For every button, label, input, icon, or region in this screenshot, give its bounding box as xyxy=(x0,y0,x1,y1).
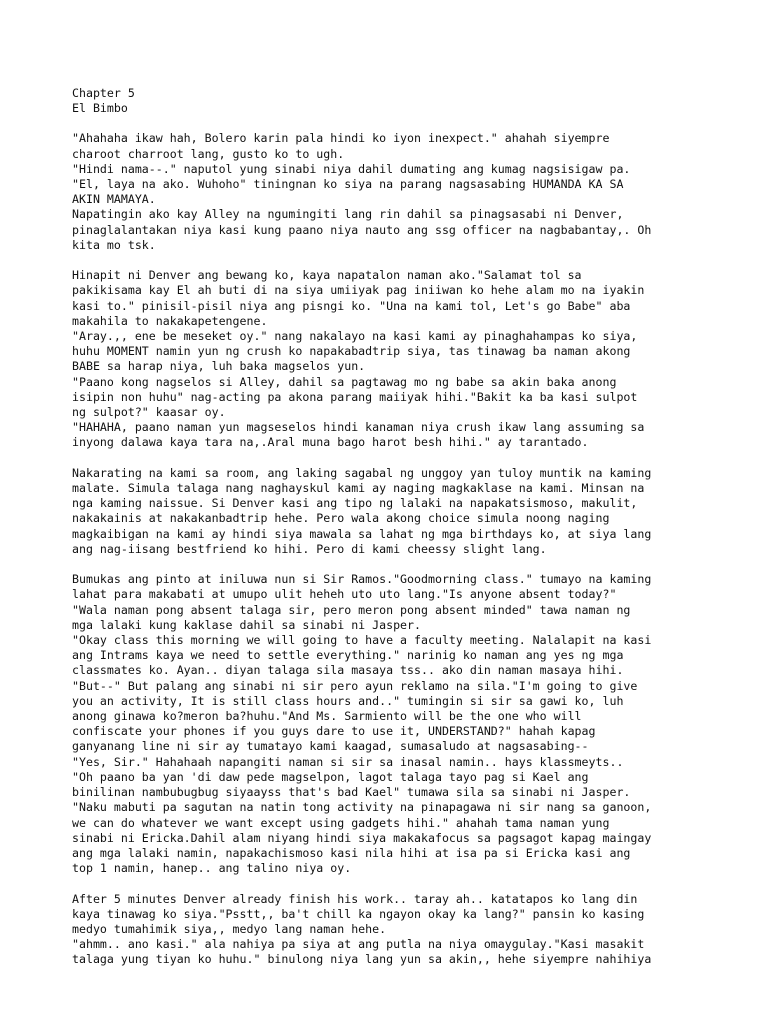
text-line: anong ginawa ko?meron ba?huhu."And Ms. Sarmiento will be the one who will xyxy=(72,709,582,724)
chapter-title: El Bimbo xyxy=(72,101,128,116)
text-line: "Hindi nama--." naputol yung sinabi niya dahil dumating ang kumag nagsisigaw pa. xyxy=(72,161,631,176)
chapter-heading xyxy=(72,86,712,116)
text-line: Hinapit ni Denver ang bewang ko, kaya napatalon naman ako."Salamat tol sa xyxy=(72,268,582,283)
paragraph xyxy=(72,892,712,968)
text-line: Napatingin ako kay Alley na ngumingiti lang rin dahil sa pinagsasabi ni Denver, xyxy=(72,207,624,222)
text-line: you an activity, It is still class hours and.." tumingin si sir sa gawi ko, luh xyxy=(72,693,624,708)
text-line: charoot charroot lang, gusto ko to ugh. xyxy=(72,146,345,161)
text-line: magkaibigan na kami ay hindi siya mawala sa lahat ng mga birthdays ko, at siya lang xyxy=(72,526,652,541)
text-line: kaya tinawag ko siya."Psstt,, ba't chill ka ngayon okay ka lang?" pansin ko kasing xyxy=(72,906,645,921)
paragraph xyxy=(72,131,712,253)
text-line: binilinan nambubugbug siyaayss that's bad Kael" tumawa sila sa sinabi ni Jasper. xyxy=(72,785,631,800)
text-line: makahila to nakakapetengene. xyxy=(72,313,268,328)
text-line: Nakarating na kami sa room, ang laking sagabal ng unggoy yan tuloy muntik na kaming xyxy=(72,465,652,480)
text-line: mga lalaki kung kaklase dahil sa sinabi ni Jasper. xyxy=(72,617,422,632)
text-line: "But--" But palang ang sinabi ni sir pero ayun reklamo na sila."I'm going to give xyxy=(72,678,638,693)
text-line: kita mo tsk. xyxy=(72,237,156,252)
text-line: AKIN MAMAYA. xyxy=(72,192,156,207)
text-line: nakakainis at nakakanbadtrip hehe. Pero wala akong choice simula noong naging xyxy=(72,511,610,526)
text-line: sinabi ni Ericka.Dahil alam niyang hindi siya makakafocus sa pagsagot kapag maingay xyxy=(72,830,652,845)
text-line: classmates ko. Ayan.. diyan talaga sila masaya tss.. ako din naman masaya hihi. xyxy=(72,663,624,678)
text-line: "Ahahaha ikaw hah, Bolero karin pala hindi ko iyon inexpect." ahahah siyempre xyxy=(72,131,610,146)
text-line: After 5 minutes Denver already finish his work.. taray ah.. katatapos ko lang din xyxy=(72,891,638,906)
text-line: top 1 namin, hanep.. ang talino niya oy. xyxy=(72,861,352,876)
chapter-number: Chapter 5 xyxy=(72,86,135,100)
text-line: confiscate your phones if you guys dare to use it, UNDERSTAND?" hahah kapag xyxy=(72,724,596,739)
text-line: lahat para makabati at umupo ulit heheh uto uto lang."Is anyone absent today?" xyxy=(72,587,617,602)
text-line: huhu MOMENT namin yun ng crush ko napakabadtrip siya, tas tinawag ba naman akong xyxy=(72,344,631,359)
text-line: BABE sa harap niya, luh baka magselos yun. xyxy=(72,359,366,374)
text-line: "Aray.,, ene be meseket oy." nang nakalayo na kasi kami ay pinaghahampas ko siya, xyxy=(72,329,638,344)
text-line: "ahmm.. ano kasi." ala nahiya pa siya at ang putla na niya omaygulay."Kasi masakit xyxy=(72,937,645,952)
text-line: "Yes, Sir." Hahahaah napangiti naman si sir sa inasal namin.. hays klassmeyts.. xyxy=(72,754,624,769)
text-line: "Naku mabuti pa sagutan na natin tong activity na pinapagawa ni sir nang sa ganoon, xyxy=(72,800,652,815)
text-line: pakikisama kay El ah buti di na siya umiiyak pag iniiwan ko hehe alam mo na iyakin xyxy=(72,283,645,298)
text-line: "El, laya na ako. Wuhoho" tiningnan ko siya na parang nagsasabing HUMANDA KA SA xyxy=(72,177,624,192)
paragraph xyxy=(72,572,712,876)
text-line: "Wala naman pong absent talaga sir, pero meron pong absent minded" tawa naman ng xyxy=(72,602,631,617)
text-line: kasi to." pinisil-pisil niya ang pisngi ko. "Una na kami tol, Let's go Babe" aba xyxy=(72,298,631,313)
text-line: inyong dalawa kaya tara na,.Aral muna bago harot besh hihi." ay tarantado. xyxy=(72,435,589,450)
text-line: ang mga lalaki namin, napakachismoso kasi nila hihi at isa pa si Ericka kasi ang xyxy=(72,845,631,860)
paragraph xyxy=(72,268,712,450)
text-line: we can do whatever we want except using gadgets hihi." ahahah tama naman yung xyxy=(72,815,610,830)
paragraph xyxy=(72,466,712,557)
text-line: isipin non huhu" nag-acting pa akona parang maiiyak hihi."Bakit ka ba kasi sulpot xyxy=(72,389,638,404)
text-line: medyo tumahimik siya,, medyo lang naman hehe. xyxy=(72,921,387,936)
text-line: ganyanang line ni sir ay tumatayo kami kaagad, sumasaludo at nagsasabing-- xyxy=(72,739,589,754)
text-line: malate. Simula talaga nang naghayskul kami ay naging magkaklase na kami. Minsan na xyxy=(72,481,645,496)
text-line: ng sulpot?" kaasar oy. xyxy=(72,405,226,420)
text-line: "Oh paano ba yan 'di daw pede magselpon, lagot talaga tayo pag si Kael ang xyxy=(72,769,589,784)
text-line: Bumukas ang pinto at iniluwa nun si Sir Ramos."Goodmorning class." tumayo na kaming xyxy=(72,572,652,587)
text-line: pinaglalantakan niya kasi kung paano niya nauto ang ssg officer na nagbabantay,. Oh xyxy=(72,222,652,237)
document-page xyxy=(72,86,712,983)
text-line: ang Intrams kaya we need to settle everything." narinig ko naman ang yes ng mga xyxy=(72,648,624,663)
text-line: "HAHAHA, paano naman yun magseselos hindi kanaman niya crush ikaw lang assuming sa xyxy=(72,420,645,435)
text-line: ang nag-iisang bestfriend ko hihi. Pero di kami cheessy slight lang. xyxy=(72,541,547,556)
text-line: "Okay class this morning we will going to have a faculty meeting. Nalalapit na kasi xyxy=(72,633,652,648)
story-body xyxy=(72,131,712,967)
text-line: nga kaming naissue. Si Denver kasi ang tipo ng lalaki na napakatsismoso, makulit, xyxy=(72,496,638,511)
text-line: talaga yung tiyan ko huhu." binulong niya lang yun sa akin,, hehe siyempre nahihiya xyxy=(72,952,652,967)
text-line: "Paano kong nagselos si Alley, dahil sa pagtawag mo ng babe sa akin baka anong xyxy=(72,374,617,389)
